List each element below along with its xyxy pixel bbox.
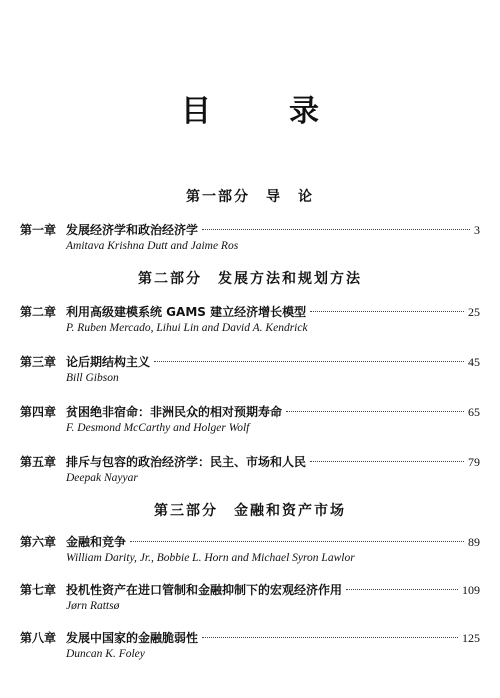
toc-entry-chapter-3[interactable] bbox=[20, 354, 480, 386]
chapter-title[interactable]: 投机性资产在进口管制和金融抑制下的宏观经济作用 bbox=[66, 583, 343, 597]
page-number: 25 bbox=[468, 305, 480, 319]
chapter-label: 第三章 bbox=[20, 355, 57, 369]
page-number: 89 bbox=[468, 535, 480, 549]
chapter-authors: William Darity, Jr., Bobbie L. Horn and Michael Syron Lawlor bbox=[66, 552, 355, 564]
dot-leader bbox=[130, 541, 464, 542]
toc-entry-chapter-4[interactable] bbox=[20, 404, 480, 436]
part-heading-1: 第一部分 导 论 bbox=[186, 189, 314, 205]
page-number: 125 bbox=[462, 631, 480, 645]
page-number: 65 bbox=[468, 405, 480, 419]
dot-leader bbox=[346, 589, 458, 590]
toc-entry-chapter-5[interactable] bbox=[20, 454, 480, 486]
chapter-title[interactable]: 排斥与包容的政治经济学：民主、市场和人民 bbox=[66, 455, 307, 469]
toc-entry-chapter-8[interactable] bbox=[20, 630, 480, 662]
chapter-label: 第二章 bbox=[20, 305, 57, 319]
chapter-authors: Duncan K. Foley bbox=[66, 648, 145, 660]
chapter-title[interactable]: 利用高级建模系统 GAMS 建立经济增长模型 bbox=[66, 305, 307, 319]
chapter-title[interactable]: 金融和竞争 bbox=[66, 535, 127, 549]
chapter-authors: P. Ruben Mercado, Lihui Lin and David A. Kendrick bbox=[66, 322, 308, 334]
page-number: 109 bbox=[462, 583, 480, 597]
chapter-title[interactable]: 发展经济学和政治经济学 bbox=[66, 223, 199, 237]
toc-entry-chapter-7[interactable] bbox=[20, 582, 480, 614]
dot-leader bbox=[202, 637, 458, 638]
chapter-authors: Bill Gibson bbox=[66, 372, 119, 384]
chapter-label: 第八章 bbox=[20, 631, 57, 645]
chapter-authors: Jørn Rattsø bbox=[66, 600, 120, 612]
part-heading-3: 第三部分 金融和资产市场 bbox=[154, 503, 346, 519]
dot-leader bbox=[154, 361, 464, 362]
dot-leader bbox=[202, 229, 470, 230]
page-number: 3 bbox=[474, 223, 480, 237]
chapter-authors: Amitava Krishna Dutt and Jaime Ros bbox=[66, 240, 239, 252]
dot-leader bbox=[310, 311, 464, 312]
part-heading-2: 第二部分 发展方法和规划方法 bbox=[138, 271, 362, 287]
chapter-label: 第七章 bbox=[20, 583, 57, 597]
chapter-label: 第一章 bbox=[20, 223, 57, 237]
page-number: 79 bbox=[468, 455, 480, 469]
chapter-label: 第四章 bbox=[20, 405, 57, 419]
toc-entry-chapter-6[interactable] bbox=[20, 534, 480, 566]
chapter-authors: F. Desmond McCarthy and Holger Wolf bbox=[66, 422, 250, 434]
toc-entry-chapter-2[interactable] bbox=[20, 304, 480, 336]
dot-leader bbox=[286, 411, 464, 412]
chapter-title[interactable]: 发展中国家的金融脆弱性 bbox=[66, 631, 199, 645]
toc-entry-chapter-1[interactable] bbox=[20, 222, 480, 254]
chapter-title[interactable]: 贫困绝非宿命：非洲民众的相对预期寿命 bbox=[66, 405, 283, 419]
dot-leader bbox=[310, 461, 464, 462]
page-number: 45 bbox=[468, 355, 480, 369]
chapter-title[interactable]: 论后期结构主义 bbox=[66, 355, 151, 369]
chapter-label: 第六章 bbox=[20, 535, 57, 549]
chapter-authors: Deepak Nayyar bbox=[66, 472, 138, 484]
page-title: 目 录 bbox=[181, 94, 343, 129]
chapter-label: 第五章 bbox=[20, 455, 57, 469]
